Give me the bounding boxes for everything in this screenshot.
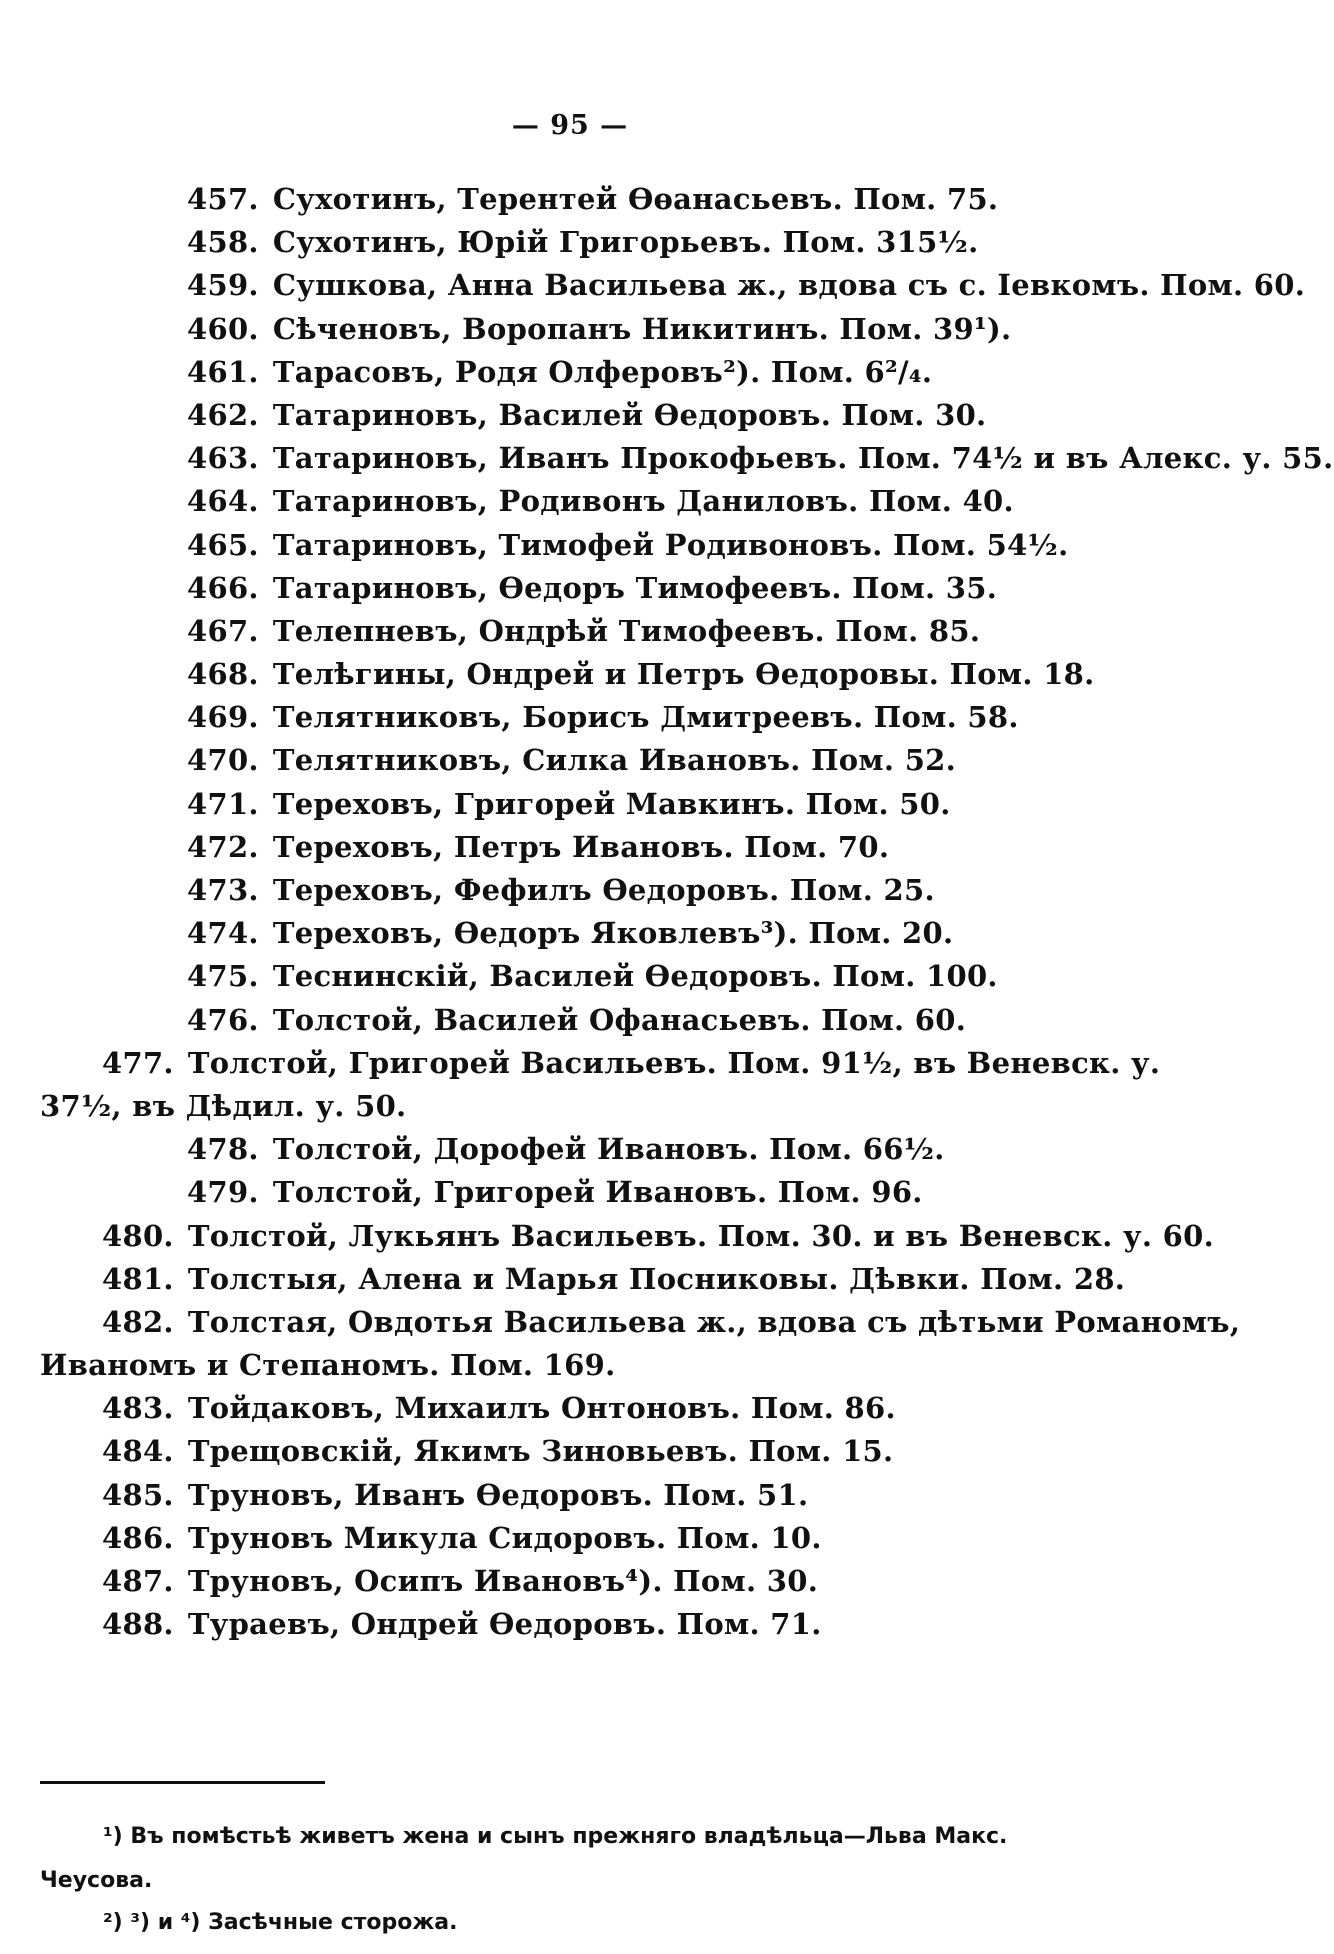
entry-number: 476.	[187, 1002, 259, 1037]
entry-text: Тереховъ, Григорей Мавкинъ. Пом. 50.	[272, 786, 951, 821]
entry-number: 458.	[187, 225, 259, 260]
entry-number: 470.	[187, 743, 259, 778]
footnote-1-continuation: Чеусова.	[40, 1868, 153, 1893]
entry-text: Телѣгины, Ондрей и Петръ Өедоровы. Пом. 18.	[272, 657, 1095, 692]
list-item	[0, 653, 1140, 696]
list-item	[0, 351, 1140, 394]
entry-number: 469.	[187, 700, 259, 735]
list-item	[0, 394, 1140, 437]
entry-text: Тереховъ, Петръ Ивановъ. Пом. 70.	[272, 829, 890, 864]
footnote-divider	[40, 1781, 325, 1784]
entry-text: Тойдаковъ, Михаилъ Онтоновъ. Пом. 86.	[187, 1391, 896, 1426]
entry-number: 467.	[187, 613, 259, 648]
list-item	[0, 437, 1334, 480]
list-item	[0, 783, 1140, 826]
entry-text: Толстой, Лукьянъ Васильевъ. Пом. 30. и въ Веневск. у. 60.	[187, 1218, 1214, 1253]
list-item	[0, 1603, 1140, 1646]
entry-number: 478.	[187, 1132, 259, 1167]
list-item	[0, 264, 1306, 307]
list-item	[0, 1301, 1241, 1344]
list-item	[0, 524, 1140, 567]
entry-text: Сухотинъ, Юрій Григорьевъ. Пом. 315½.	[272, 225, 979, 260]
entry-number: 473.	[187, 873, 259, 907]
entry-text: Телятниковъ, Борисъ Дмитреевъ. Пом. 58.	[272, 700, 1019, 735]
entry-text: Толстой, Григорей Васильевъ. Пом. 91½, въ Веневск. у.	[187, 1045, 1161, 1080]
entry-text: Толстой, Григорей Ивановъ. Пом. 96.	[272, 1175, 923, 1210]
list-item	[0, 178, 1140, 221]
list-item	[0, 1258, 1140, 1301]
entry-text: Теснинскій, Василей Өедоровъ. Пом. 100.	[272, 959, 998, 994]
entry-number: 460.	[187, 311, 259, 346]
list-item	[0, 610, 1140, 653]
entry-number: 474.	[187, 916, 259, 951]
footnote-1: ¹) Въ помѣстьѣ живетъ жена и сынъ прежняго владѣльца—Льва Макс.	[103, 1824, 1008, 1849]
entry-number: 486.	[102, 1520, 174, 1555]
entry-number: 471.	[187, 786, 259, 821]
entry-text: Телепневъ, Ондрѣй Тимофеевъ. Пом. 85.	[272, 613, 981, 648]
entry-text: Толстой, Василей Офанасьевъ. Пом. 60.	[272, 1002, 967, 1037]
list-item	[0, 696, 1140, 739]
entry-text: Трещовскій, Якимъ Зиновьевъ. Пом. 15.	[187, 1434, 894, 1469]
entry-number: 461.	[187, 354, 259, 389]
entry-text: Татариновъ, Тимофей Родивоновъ. Пом. 54½.	[272, 527, 1069, 562]
entry-number: 480.	[102, 1218, 174, 1253]
entry-text: Сушкова, Анна Васильева ж., вдова съ с. Іевкомъ. Пом. 60.	[272, 268, 1306, 303]
entry-text: Татариновъ, Василей Өедоровъ. Пом. 30.	[272, 397, 987, 432]
entry-number: 487.	[102, 1564, 174, 1598]
list-item	[0, 1430, 1140, 1473]
entry-number: 483.	[102, 1391, 174, 1426]
entry-number: 472.	[187, 829, 259, 864]
footnote-2: ²) ³) и ⁴) Засѣчные сторожа.	[103, 1910, 458, 1935]
list-item	[0, 480, 1140, 523]
list-item	[0, 826, 1140, 869]
entry-number: 466.	[187, 570, 259, 605]
list-item	[0, 912, 1140, 955]
list-item	[0, 1128, 1140, 1171]
entry-list	[0, 178, 1334, 1646]
entry-text: Татариновъ, Иванъ Прокофьевъ. Пом. 74½ и въ Алекс. у. 55.	[272, 441, 1334, 476]
entry-text: Сѣченовъ, Воропанъ Никитинъ. Пом. 39¹).	[272, 311, 1012, 346]
entry-number: 468.	[187, 657, 259, 692]
entry-number: 479.	[187, 1175, 259, 1210]
entry-text: Татариновъ, Өедоръ Тимофеевъ. Пом. 35.	[272, 570, 998, 605]
entry-text: Труновъ, Иванъ Өедоровъ. Пом. 51.	[187, 1477, 809, 1512]
entry-number: 477.	[102, 1045, 174, 1080]
list-item	[0, 1517, 1140, 1560]
entry-text: Телятниковъ, Силка Ивановъ. Пом. 52.	[272, 743, 957, 778]
list-item	[0, 1171, 1140, 1214]
list-item	[0, 869, 1140, 912]
list-item	[0, 567, 1140, 610]
entry-text: 37½, въ Дѣдил. у. 50.	[40, 1088, 407, 1123]
entry-number: 464.	[187, 484, 259, 519]
entry-number: 463.	[187, 441, 259, 476]
list-item	[0, 1215, 1214, 1258]
list-item-continuation	[0, 1085, 1140, 1128]
entry-number: 484.	[102, 1434, 174, 1469]
entry-text: Толстая, Овдотья Васильева ж., вдова съ дѣтьми Романомъ,	[187, 1304, 1241, 1339]
entry-text: Иваномъ и Степаномъ. Пом. 169.	[40, 1348, 616, 1383]
page-number: — 95 —	[511, 110, 629, 141]
list-item	[0, 999, 1140, 1042]
entry-number: 462.	[187, 397, 259, 432]
entry-number: 485.	[102, 1477, 174, 1512]
entry-text: Тереховъ, Өедоръ Яковлевъ³). Пом. 20.	[272, 916, 954, 951]
entry-text: Тураевъ, Ондрей Өедоровъ. Пом. 71.	[187, 1607, 822, 1642]
entry-text: Тарасовъ, Родя Олферовъ²). Пом. 6²/₄.	[272, 354, 933, 389]
entry-text: Труновъ, Осипъ Ивановъ⁴). Пом. 30.	[187, 1564, 819, 1598]
entry-text: Сухотинъ, Терентей Өөанасьевъ. Пом. 75.	[272, 182, 999, 216]
list-item	[0, 1042, 1161, 1085]
list-item	[0, 308, 1140, 351]
entry-number: 457.	[187, 182, 259, 216]
list-item	[0, 1474, 1140, 1517]
entry-text: Толстыя, Алена и Марья Посниковы. Дѣвки. Пом. 28.	[187, 1261, 1126, 1296]
list-item	[0, 1387, 1140, 1430]
entry-number: 481.	[102, 1261, 174, 1296]
entry-text: Татариновъ, Родивонъ Даниловъ. Пом. 40.	[272, 484, 1014, 519]
entry-number: 488.	[102, 1607, 174, 1642]
list-item	[0, 739, 1140, 782]
list-item-continuation	[0, 1344, 1140, 1387]
list-item	[0, 221, 1140, 264]
entry-text: Тереховъ, Фефилъ Өедоровъ. Пом. 25.	[272, 873, 935, 907]
list-item	[0, 955, 1140, 998]
entry-text: Труновъ Микула Сидоровъ. Пом. 10.	[187, 1520, 822, 1555]
entry-number: 459.	[187, 268, 259, 303]
entry-number: 475.	[187, 959, 259, 994]
entry-number: 465.	[187, 527, 259, 562]
entry-text: Толстой, Дорофей Ивановъ. Пом. 66½.	[272, 1132, 945, 1167]
entry-number: 482.	[102, 1304, 174, 1339]
list-item	[0, 1560, 1140, 1603]
